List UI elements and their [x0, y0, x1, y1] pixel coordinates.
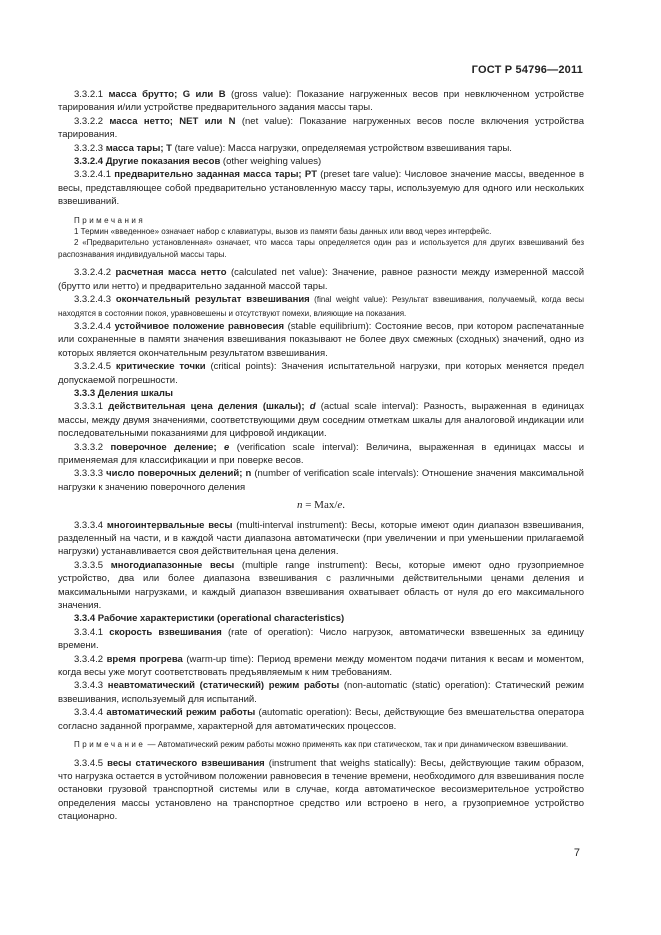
paragraph: 3.3.3.5 многодиапазонные весы (multiple range instrument): Весы, которые имеют одно грузоприемное устройство, два или более диапазона взвешивания с различными действительными ценами деления и максимальными нагрузками, и каждый диапазон взвешивания охватывает область от нуля до его максимального значения.: [58, 559, 584, 612]
paragraph: 3.3.2.1 масса брутто; G или B (gross value): Показание нагруженных весов при невключенном устройстве тарирования и/или устройстве предварительного задания массы тары.: [58, 89, 584, 114]
paragraph: 3.3.3.1 действительная цена деления (шкалы); d (actual scale interval): Разность, выраженная в единицах массы, между двумя значениями, соответствующими двум соседним отметкам шкалы для аналоговой индикации или последовательными показаниями для цифровой индикации.: [58, 401, 585, 440]
paragraph: 3.3.4.5 весы статического взвешивания (instrument that weighs statically): Весы, действующие таким образом, что нагрузка остается в устойчивом положении равновесия в течение времени, необходимого для взвешивания после остановки грузовой транспортной системы или в случае, когда автоматическое весоизмерительное устройство определения массы установлено на транспортное средство или встроено в него, а грузоприемное устройство стационарно.: [58, 757, 584, 823]
notes-block: [58, 215, 584, 261]
formula: n = Max/e.: [296, 499, 346, 512]
note-item: 1 Термин «введенное» означает набор с клавиатуры, вызов из памяти базы данных или ввод через интерфейс.: [74, 227, 492, 237]
paragraph: 3.3.2.4.1 предварительно заданная масса тары; PT (preset tare value): Числовое значение массы, введенное в весы, представляющее собой предварительно установленную массу тары, используемую для одного или нескольких взвешиваний.: [58, 169, 585, 208]
note-block: [58, 739, 584, 750]
note-item: 2 «Предварительно установленная» означает, что масса тары определяется один раз и используется для других взвешиваний без распознавания индивидуальной массы тары.: [58, 238, 584, 259]
paragraph: 3.3.2.2 масса нетто; NET или N (net value): Показание нагруженных весов после включения устройства тарирования.: [58, 115, 584, 141]
section-heading: 3.3.4 Рабочие характеристики (operational characteristics): [74, 613, 345, 625]
section-heading: 3.3.2.4 Другие показания весов (other weighing values): [74, 156, 322, 168]
page-number: 7: [573, 847, 580, 859]
page-body: [58, 88, 584, 824]
paragraph: 3.3.2.4.2 расчетная масса нетто (calculated net value): Значение, равное разности между измеренной массой (брутто или нетто) и предварительно заданной массой тары.: [58, 267, 585, 292]
paragraph: 3.3.2.4.4 устойчивое положение равновесия (stable equilibrium): Состояние весов, при котором распечатанные или сохраненные в памяти значения взвешивания показывают не более двух смежных (сходных) значений, одно из которых является окончательным результатом взвешивания.: [58, 320, 584, 359]
document-id: ГОСТ Р 54796—2011: [471, 64, 583, 76]
paragraph: 3.3.2.4.3 окончательный результат взвешивания (final weight value): Результат взвешивания, получаемый, когда весы находятся в состоянии покоя, уравновешены и отсутствуют помехи, влияющие на показания.: [58, 294, 585, 318]
paragraph: 3.3.3.4 многоинтервальные весы (multi-interval instrument): Весы, которые имеют один диапазон взвешивания, разделенный на части, и в каждой части диапазона автоматически (при увеличении и при уменьшении прилагаемой нагрузки) устанавливается своя действительная цена деления.: [58, 519, 584, 558]
paragraph: 3.3.2.3 масса тары; Т (tare value): Масса нагрузки, определяемая устройством взвешивания тары.: [74, 142, 512, 154]
paragraph: 3.3.3.2 поверочное деление; e (verification scale interval): Величина, выраженная в единицах массы и применяемая для классификации и при поверке весов.: [58, 441, 584, 466]
notes-title: Примечания: [74, 215, 146, 225]
paragraph: 3.3.4.4 автоматический режим работы (automatic operation): Весы, действующие без вмешательства оператора согласно заданной программе, характерной для автоматических процессов.: [58, 707, 584, 732]
section-heading: 3.3.3 Деления шкалы: [74, 387, 174, 399]
note-label: Примечание: [74, 740, 146, 750]
paragraph: 3.3.2.4.5 критические точки (critical points): Значения испытательной нагрузки, при которых меняется предел допускаемой погрешности.: [58, 361, 584, 386]
paragraph: 3.3.4.3 неавтоматический (статический) режим работы (non-automatic (static) operation): Статический режим взвешивания, используемый для испытаний.: [58, 680, 585, 705]
paragraph: 3.3.4.1 скорость взвешивания (rate of operation): Число нагрузок, автоматически взвешенных за единицу времени.: [58, 626, 584, 652]
paragraph: 3.3.4.2 время прогрева (warm-up time): Период времени между моментом подачи питания к весам и моментом, когда весы уже могут соответствовать предъявляемым к ним требованиям.: [58, 653, 584, 679]
note-item: Примечание — Автоматический режим работы можно применять как при статическом, так и при динамическом взвешивании.: [74, 740, 569, 750]
paragraph: 3.3.3.3 число поверочных делений; n (number of verification scale intervals): Отношение значения максимальной нагрузки к значению поверочного деления: [58, 468, 584, 493]
